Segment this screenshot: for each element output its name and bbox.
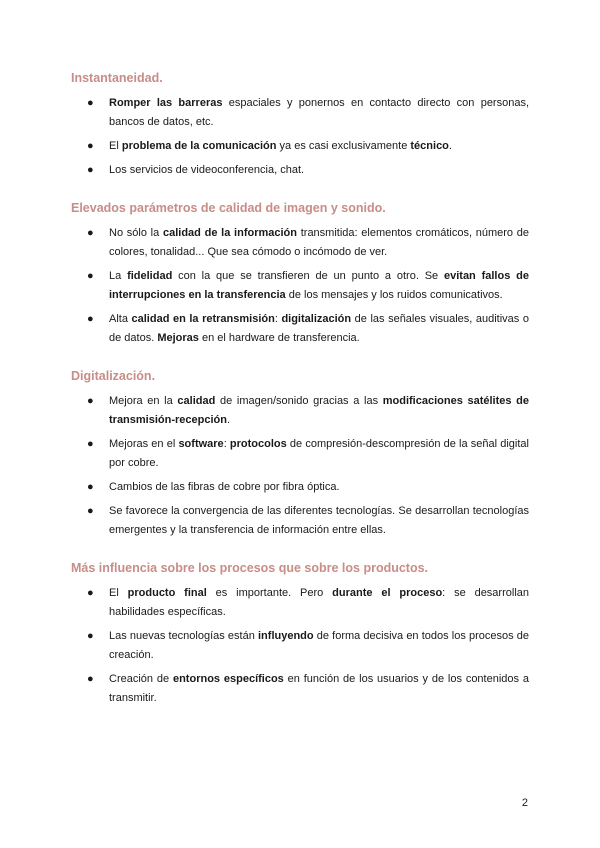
text-run: Cambios de las fibras de cobre por fibra óptica. bbox=[109, 481, 340, 493]
list-item bbox=[71, 137, 529, 156]
text-run: es importante. Pero bbox=[206, 587, 333, 599]
section-title: Digitalización. bbox=[71, 369, 156, 383]
text-run: en el hardware de transferencia. bbox=[198, 332, 360, 344]
page-content bbox=[71, 70, 529, 713]
text-run: El bbox=[109, 587, 128, 599]
bullet-icon: ● bbox=[87, 395, 94, 407]
bold-text: entornos específicos bbox=[172, 673, 284, 685]
bullet-list bbox=[71, 392, 529, 540]
list-item bbox=[71, 310, 529, 348]
bullet-text bbox=[109, 395, 529, 426]
bold-text: problema de la comunicación bbox=[121, 140, 277, 152]
bullet-icon: ● bbox=[87, 270, 94, 282]
bullet-text bbox=[109, 587, 529, 618]
list-item bbox=[71, 584, 529, 622]
bullet-icon: ● bbox=[87, 227, 94, 239]
bullet-icon: ● bbox=[87, 313, 94, 325]
bullet-icon: ● bbox=[87, 630, 94, 642]
bullet-list bbox=[71, 94, 529, 180]
bullet-list bbox=[71, 224, 529, 348]
list-item bbox=[71, 670, 529, 708]
text-run: Los servicios de videoconferencia, chat. bbox=[109, 164, 305, 176]
text-run: No sólo la bbox=[109, 227, 163, 239]
bullet-text bbox=[109, 481, 340, 493]
bullet-text bbox=[109, 97, 529, 128]
list-item bbox=[71, 478, 529, 497]
bullet-icon: ● bbox=[87, 438, 94, 450]
bold-text: fidelidad bbox=[127, 270, 173, 282]
bullet-icon: ● bbox=[87, 97, 94, 109]
section-instantaneidad bbox=[71, 70, 529, 180]
section-calidad-imagen-sonido bbox=[71, 200, 529, 348]
bullet-text bbox=[109, 164, 304, 176]
section-title: Elevados parámetros de calidad de imagen y sonido. bbox=[71, 201, 386, 215]
section-title: Instantaneidad. bbox=[71, 71, 163, 85]
bold-text: calidad en la retransmisión bbox=[131, 313, 275, 325]
text-run: : bbox=[274, 313, 282, 325]
text-run: ya es casi exclusivamente bbox=[276, 140, 411, 152]
text-run: de imagen/sonido gracias a las bbox=[215, 395, 383, 407]
bullet-icon: ● bbox=[87, 587, 94, 599]
bullet-text bbox=[109, 673, 529, 704]
bullet-icon: ● bbox=[87, 164, 94, 176]
list-item bbox=[71, 267, 529, 305]
text-run: transmitida: elementos cromáticos, número de colores, tonalidad... Que sea cómodo o incómodo de ver. bbox=[109, 227, 529, 258]
bold-text: durante el proceso bbox=[332, 587, 443, 599]
text-run: Se favorece la convergencia de las diferentes tecnologías. Se desarrollan tecnologías emergentes y la transferencia de información entre ellas. bbox=[109, 505, 529, 536]
text-run: Mejoras en el bbox=[109, 438, 179, 450]
text-run: . bbox=[226, 414, 231, 426]
bullet-text bbox=[109, 270, 529, 301]
bold-text: calidad de la información bbox=[162, 227, 297, 239]
bullet-list bbox=[71, 584, 529, 708]
bold-text: modificaciones satélites de transmisión-recepción bbox=[109, 395, 530, 426]
list-item bbox=[71, 392, 529, 430]
text-run: La bbox=[109, 270, 128, 282]
list-item bbox=[71, 502, 529, 540]
text-run: . bbox=[448, 140, 452, 152]
text-run: de compresión-descompresión de la señal digital por cobre. bbox=[109, 438, 529, 469]
bullet-text bbox=[109, 140, 452, 152]
list-item bbox=[71, 94, 529, 132]
list-item bbox=[71, 161, 529, 180]
bullet-text bbox=[109, 630, 529, 661]
text-run: Creación de bbox=[109, 673, 173, 685]
section-digitalizacion bbox=[71, 368, 529, 540]
text-run: en función de los usuarios y de los contenidos a transmitir. bbox=[109, 673, 529, 704]
bold-text: técnico bbox=[410, 140, 449, 152]
bullet-text bbox=[109, 505, 529, 536]
bold-text: protocolos bbox=[229, 438, 287, 450]
bullet-text bbox=[109, 227, 529, 258]
bold-text: Romper las barreras bbox=[109, 97, 223, 109]
text-run: con la que se transfieren de un punto a otro. Se bbox=[172, 270, 444, 282]
text-run: Alta bbox=[109, 313, 132, 325]
text-run: de las señales visuales, auditivas o de datos. bbox=[109, 313, 529, 344]
text-run: Las nuevas tecnologías están bbox=[109, 630, 258, 642]
bold-text: software bbox=[178, 438, 224, 450]
text-run: espaciales y ponernos en contacto directo con personas, bancos de datos, etc. bbox=[109, 97, 530, 128]
section-title: Más influencia sobre los procesos que sobre los productos. bbox=[71, 561, 429, 575]
bold-text: evitan fallos de interrupciones en la transferencia bbox=[109, 270, 529, 301]
bold-text: calidad bbox=[177, 395, 216, 407]
list-item bbox=[71, 627, 529, 665]
text-run: : bbox=[223, 438, 230, 450]
bullet-icon: ● bbox=[87, 673, 94, 685]
bullet-icon: ● bbox=[87, 505, 94, 517]
bullet-icon: ● bbox=[87, 481, 94, 493]
bold-text: digitalización bbox=[281, 313, 352, 325]
text-run: : se desarrollan habilidades específicas. bbox=[109, 587, 529, 618]
text-run: Mejora en la bbox=[109, 395, 178, 407]
bold-text: influyendo bbox=[258, 630, 314, 642]
section-influencia-procesos bbox=[71, 560, 529, 708]
bullet-text bbox=[109, 313, 529, 344]
bullet-icon: ● bbox=[87, 140, 94, 152]
bullet-text bbox=[109, 438, 529, 469]
text-run: El bbox=[109, 140, 122, 152]
bold-text: producto final bbox=[127, 587, 207, 599]
page-number: 2 bbox=[521, 797, 528, 809]
text-run: de forma decisiva en todos los procesos de creación. bbox=[109, 630, 529, 661]
bold-text: Mejoras bbox=[157, 332, 199, 344]
list-item bbox=[71, 224, 529, 262]
text-run: de los mensajes y los ruidos comunicativos. bbox=[285, 289, 503, 301]
list-item bbox=[71, 435, 529, 473]
